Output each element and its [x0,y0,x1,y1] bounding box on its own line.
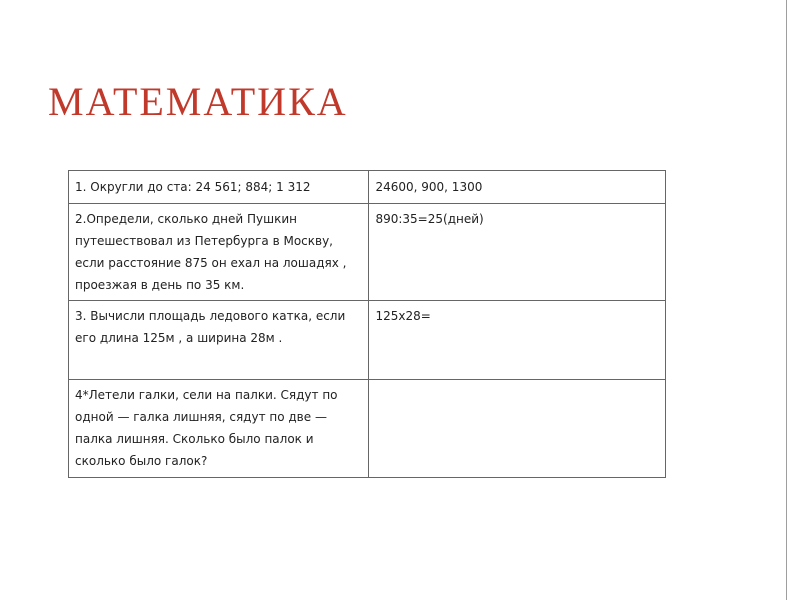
task-question-cell: 4*Летели галки, сели на палки. Сядут по одной — галка лишняя, сядут по две — палка лишняя. Сколько было палок и сколько было галок? [69,380,369,478]
slide-title: МАТЕМАТИКА [48,79,348,124]
task-question-cell: 2.Определи, сколько дней Пушкин путешествовал из Петербурга в Москву, если расстояние 875 он ехал на лошадях , проезжая в день по 35 км. [69,204,369,301]
slide-side-frame [786,0,800,600]
table-row [69,380,666,478]
task-answer-cell: 890:35=25(дней) [369,204,666,301]
table-row [69,301,666,380]
task-question-cell: 1. Округли до ста: 24 561; 884; 1 312 [69,171,369,204]
task-answer-cell: 125х28= [369,301,666,380]
task-answer-cell: 24600, 900, 1300 [369,171,666,204]
task-table [68,170,666,478]
table-row [69,204,666,301]
task-answer-cell [369,380,666,478]
table-row [69,171,666,204]
task-question-cell: 3. Вычисли площадь ледового катка, если его длина 125м , а ширина 28м . [69,301,369,380]
